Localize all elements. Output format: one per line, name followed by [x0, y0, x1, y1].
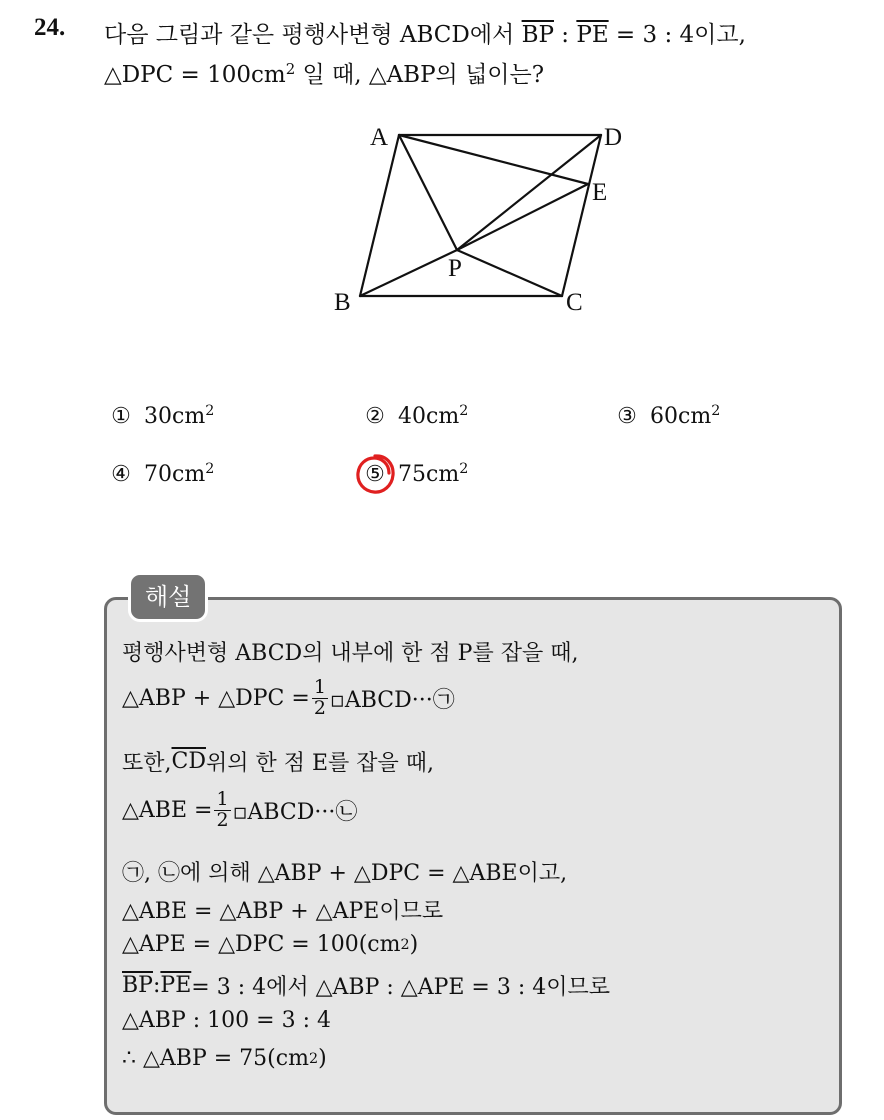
- segment-cd: $\overline{CD}$: [171, 749, 206, 774]
- label-c: C: [566, 289, 583, 316]
- solution-line-8: $\overline{BP}$ : $\overline{PE}$ = 3 : 4에서 △ABP : △APE = 3 : 4이므로: [122, 973, 611, 1000]
- choice-number: ②: [365, 404, 385, 429]
- label-d: D: [604, 124, 623, 151]
- choice-number: ⑤: [365, 462, 385, 487]
- edge-dc: [562, 135, 601, 296]
- solution-line-7: △APE = △DPC = 100(cm 2 ): [122, 932, 419, 957]
- solution-line-6: △ABE = △ABP + △APE이므로: [122, 899, 444, 924]
- choice-text: $60cm^2$: [650, 403, 721, 429]
- question-text-line1: [104, 16, 746, 49]
- segment-bp: $\overline{BP}$: [122, 973, 153, 998]
- label-e: E: [592, 179, 608, 206]
- question-text-part: △DPC = 100cm: [104, 62, 286, 88]
- answer-circle-mark: [352, 452, 398, 498]
- choice-2[interactable]: [362, 404, 468, 429]
- fraction-half: $\frac{1}{2}$: [216, 788, 229, 831]
- choice-text: $70cm^2$: [144, 461, 215, 487]
- parallelogram-figure: [320, 108, 640, 328]
- solution-tag: 해설: [128, 572, 208, 622]
- solution-line-1: 평행사변형 ABCD의 내부에 한 점 P를 잡을 때,: [122, 641, 579, 666]
- choice-number: ①: [111, 404, 131, 429]
- solution-line-10: ∴ △ABP = 75(cm 2 ): [122, 1046, 327, 1071]
- question-text-part: 일 때, △ABP의 넓이는?: [295, 62, 545, 88]
- solution-line-2: △ABP + △DPC = $\frac{1}{2}$ ▫ABCD···㉠: [122, 676, 455, 719]
- segment-ap: [399, 135, 457, 250]
- segment-pc: [457, 250, 562, 296]
- ratio-separator: :: [553, 22, 577, 48]
- label-a: A: [370, 124, 389, 151]
- choice-number: ③: [617, 404, 637, 429]
- superscript: 2: [285, 59, 296, 78]
- fraction-half: $\frac{1}{2}$: [313, 676, 326, 719]
- segment-pe: $\overline{PE}$: [576, 22, 609, 48]
- label-p: P: [448, 255, 462, 282]
- solution-line-5: ㉠, ㉡에 의해 △ABP + △DPC = △ABE이고,: [122, 861, 568, 886]
- segment-bp-line: [360, 250, 457, 296]
- question-text-part: = 3 : 4이고,: [608, 22, 746, 48]
- choice-3[interactable]: [614, 404, 720, 429]
- segment-pe: $\overline{PE}$: [160, 973, 192, 998]
- choice-1[interactable]: [108, 404, 214, 429]
- solution-line-4: △ABE = $\frac{1}{2}$ ▫ABCD···㉡: [122, 788, 358, 831]
- choice-4[interactable]: [108, 462, 214, 487]
- choice-text: $75cm^2$: [398, 461, 469, 487]
- choice-number: ④: [111, 462, 131, 487]
- segment-ae: [399, 135, 588, 184]
- question-text-part: 다음 그림과 같은 평행사변형 ABCD에서: [104, 22, 522, 48]
- question-text-line2: [104, 56, 544, 89]
- solution-line-3: 또한, $\overline{CD}$ 위의 한 점 E를 잡을 때,: [122, 749, 435, 776]
- question-number: 24.: [34, 14, 66, 41]
- segment-bp: $\overline{BP}$: [521, 22, 554, 48]
- choice-text: $40cm^2$: [398, 403, 469, 429]
- choice-text: $30cm^2$: [144, 403, 215, 429]
- segment-pd: [457, 135, 601, 250]
- solution-line-9: △ABP : 100 = 3 : 4: [122, 1008, 331, 1033]
- label-b: B: [334, 289, 351, 316]
- edge-ab: [360, 135, 399, 296]
- segment-pe-line: [457, 184, 588, 250]
